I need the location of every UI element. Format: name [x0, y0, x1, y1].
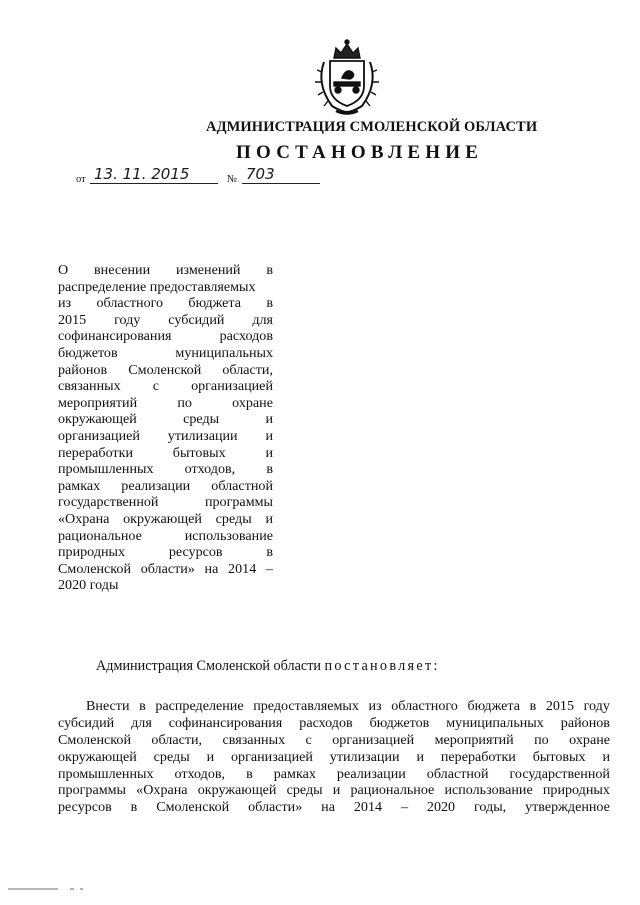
title-line: [58, 262, 273, 279]
title-line: [58, 362, 273, 379]
word: утвержденное: [525, 799, 610, 816]
word: связанных: [222, 731, 286, 748]
title-line: [58, 411, 273, 428]
word: софинансирования: [168, 714, 283, 731]
word: реализации: [121, 477, 191, 494]
word: бытовых: [172, 444, 226, 461]
footer-mark: [8, 886, 98, 892]
word: в: [266, 461, 273, 478]
body-line: [58, 715, 610, 732]
word: районов: [58, 361, 108, 378]
word: расходов: [299, 714, 353, 731]
word: 2020: [426, 799, 456, 816]
word: природных: [58, 544, 126, 561]
word: Смоленской: [128, 361, 202, 378]
word: году: [114, 311, 141, 328]
word: 2015: [545, 698, 574, 714]
word: 2014: [353, 799, 383, 816]
word: на: [204, 560, 219, 577]
title-line: [58, 312, 273, 329]
word: программы: [58, 782, 127, 799]
word: Смоленской: [156, 799, 230, 816]
organization-name: АДМИНИСТРАЦИЯ СМОЛЕНСКОЙ ОБЛАСТИ: [206, 119, 538, 135]
word: –: [400, 799, 408, 816]
word: и: [265, 510, 273, 527]
word: бытовых: [532, 748, 586, 765]
date-underline: [90, 183, 218, 184]
word: ресурсов: [58, 799, 112, 816]
word: и: [265, 411, 273, 428]
date-value: 13. 11. 2015: [94, 165, 190, 183]
word: области»: [248, 799, 303, 816]
word: организацией: [230, 748, 313, 765]
date-prefix: от: [76, 174, 86, 185]
title-line: [58, 528, 273, 545]
word: переработки: [440, 748, 516, 765]
word: изменений: [175, 262, 241, 278]
word: из: [368, 698, 382, 714]
word: с: [152, 378, 159, 395]
word: рациональное: [58, 527, 142, 544]
word: утилизации: [329, 748, 400, 765]
coat-of-arms-emblem: [312, 38, 382, 116]
word: организацией: [332, 731, 415, 748]
word: бюджетов: [58, 344, 118, 361]
title-line: [58, 395, 273, 412]
word: и: [332, 782, 341, 799]
body-line: [58, 782, 610, 799]
title-line: [58, 295, 273, 312]
word: областного: [391, 698, 458, 714]
title-line: [58, 561, 273, 578]
word: –: [265, 560, 273, 577]
word: Внести: [86, 698, 130, 714]
word: рациональное: [350, 782, 435, 799]
word: субсидий: [168, 311, 225, 328]
date-number-line: [76, 167, 321, 189]
word: по: [534, 731, 549, 748]
word: О: [58, 262, 69, 278]
word: программы: [204, 494, 273, 511]
title-line: [58, 494, 273, 511]
word: из: [58, 295, 72, 312]
title-line: [58, 461, 273, 478]
word: и: [206, 748, 215, 765]
title-line: [58, 445, 273, 462]
number-prefix: №: [227, 174, 238, 185]
word: в: [266, 295, 273, 312]
word: Смоленской: [58, 560, 131, 577]
word: рамках: [58, 477, 101, 494]
word: бюджетов: [369, 714, 430, 731]
word: области,: [151, 731, 203, 748]
word: «Охрана: [136, 782, 188, 799]
word: распределение предоставляемых: [58, 278, 256, 295]
word: для: [252, 311, 273, 328]
word: рамках: [273, 765, 316, 782]
word: бюджета: [467, 698, 520, 714]
word: для: [131, 714, 152, 731]
word: охране: [232, 394, 273, 411]
word: отходов,: [184, 461, 236, 478]
body-line: [58, 799, 610, 816]
word: и: [602, 748, 610, 765]
preamble-spaced-word: постановляет:: [324, 658, 440, 674]
preamble: [96, 658, 440, 675]
word: областной: [211, 477, 273, 494]
word: в: [246, 765, 253, 782]
word: мероприятий: [434, 731, 514, 748]
word: промышленных: [58, 461, 154, 478]
word: предоставляемых: [253, 698, 359, 714]
word: областной: [426, 765, 489, 782]
word: организацией: [191, 378, 273, 395]
word: природных: [542, 782, 610, 799]
word: в: [266, 544, 273, 561]
word: государственной: [58, 494, 159, 511]
word: государственной: [509, 765, 610, 782]
word: районов: [560, 714, 610, 731]
word: по: [177, 394, 192, 411]
word: с: [305, 731, 312, 748]
word: годы,: [473, 799, 507, 816]
word: окружающей: [197, 782, 277, 799]
word: бюджета: [188, 295, 241, 312]
title-line: [58, 544, 273, 561]
body-paragraph: [58, 698, 610, 816]
word: и: [416, 748, 424, 765]
word: году: [583, 698, 610, 714]
word: мероприятий: [58, 394, 138, 411]
word: области,: [222, 361, 273, 378]
title-line: [58, 378, 273, 395]
title-line: [58, 328, 273, 345]
word: в: [529, 698, 537, 714]
title-line: [58, 511, 273, 528]
word: 2015: [58, 311, 87, 328]
word: окружающей: [123, 510, 202, 527]
word: окружающей: [58, 411, 137, 428]
word: окружающей: [58, 748, 137, 765]
word: расходов: [219, 328, 273, 345]
word: среды: [153, 748, 190, 765]
title-line: [58, 577, 273, 594]
word: в: [139, 698, 146, 714]
word: софинансирования: [58, 328, 172, 345]
body-line: [58, 766, 610, 783]
preamble-text: Администрация Смоленской области: [96, 658, 325, 674]
word: использование: [444, 782, 533, 799]
word: областного: [96, 295, 164, 312]
body-line: [58, 698, 610, 715]
word: области»: [140, 560, 195, 577]
document-title: [58, 262, 273, 594]
word: и: [265, 444, 273, 461]
word: промышленных: [58, 765, 154, 782]
word: 2020 годы: [58, 577, 119, 594]
word: организацией: [58, 427, 140, 444]
word: охране: [569, 731, 610, 748]
word: среды: [183, 411, 220, 428]
word: и: [265, 427, 273, 444]
word: муниципальных: [446, 714, 544, 731]
word: среды: [215, 510, 252, 527]
word: утилизации: [167, 427, 238, 444]
word: внесении: [94, 262, 151, 278]
word: переработки: [58, 444, 133, 461]
document-type: ПОСТАНОВЛЕНИЕ: [236, 142, 484, 163]
word: связанных: [58, 378, 121, 395]
number-underline: [242, 183, 320, 184]
word: распределение: [155, 698, 244, 714]
word: субсидий: [58, 714, 115, 731]
body-line: [58, 749, 610, 766]
word: отходов,: [174, 765, 226, 782]
word: ресурсов: [168, 544, 223, 561]
title-line: [58, 345, 273, 362]
word: на: [321, 799, 335, 816]
word: среды: [286, 782, 323, 799]
title-line: [58, 428, 273, 445]
word: реализации: [336, 765, 406, 782]
word: муниципальных: [175, 344, 273, 361]
body-line: [58, 732, 610, 749]
title-line: [58, 279, 273, 296]
title-line: [58, 478, 273, 495]
word: в: [130, 799, 138, 816]
word: 2014: [228, 560, 257, 577]
word: использование: [184, 527, 273, 544]
word: Смоленской: [58, 731, 131, 748]
word: в: [266, 262, 273, 278]
number-value: 703: [246, 165, 275, 183]
word: «Охрана: [58, 510, 110, 527]
